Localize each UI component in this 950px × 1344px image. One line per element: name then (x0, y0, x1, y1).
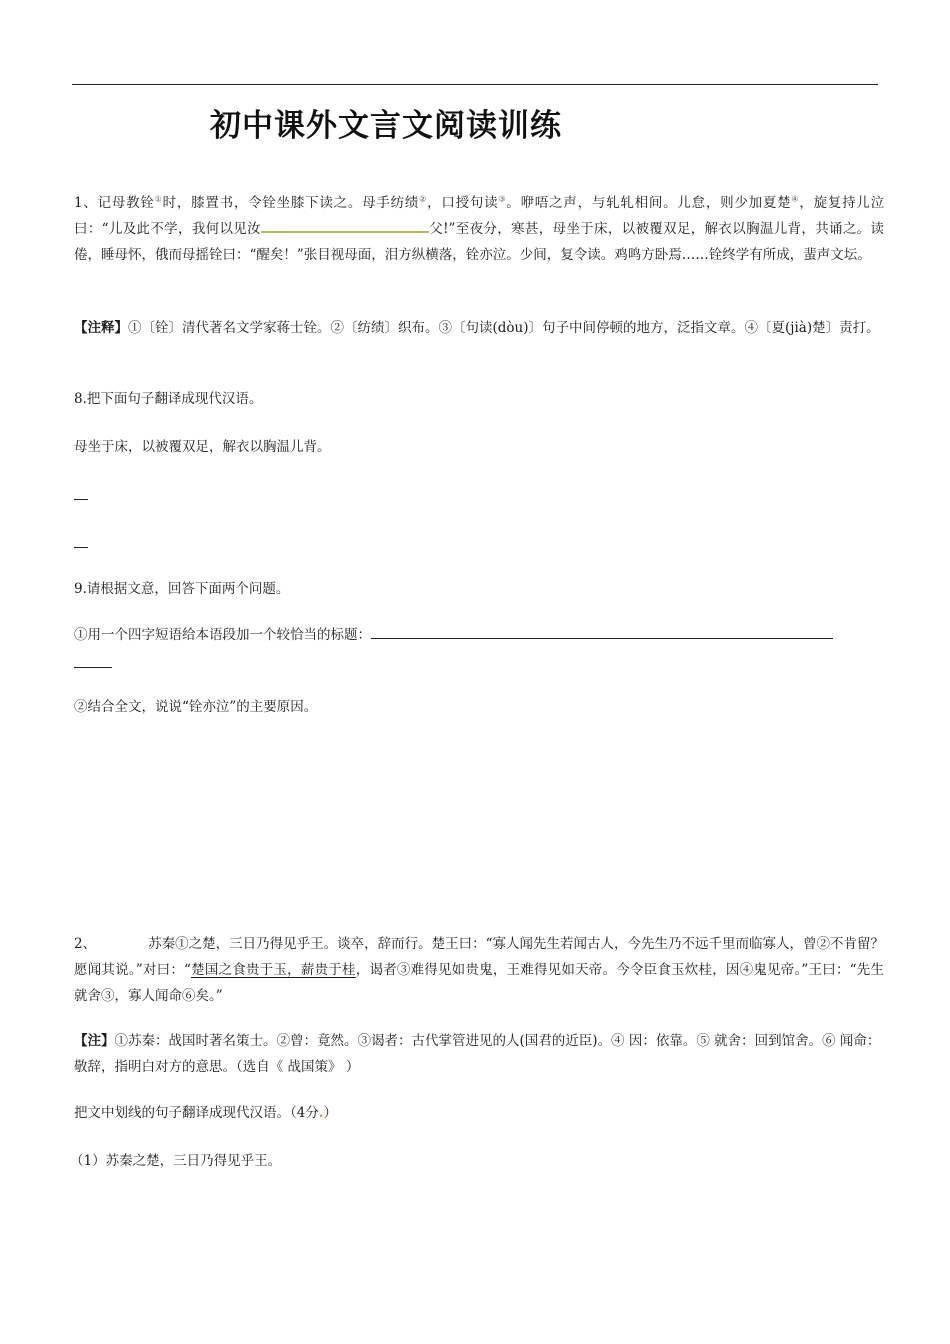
question-8-sentence: 母坐于床，以被覆双足，解衣以胸温儿背。 (74, 439, 331, 455)
annotation-label: 【注释】 (74, 320, 128, 336)
question-9: 9.请根据文意，回答下面两个问题。 (74, 581, 290, 597)
question-9-1: ①用一个四字短语给本语段加一个较恰当的标题： (74, 622, 884, 648)
question-9-2: ②结合全文，说说“铨亦泣”的主要原因。 (74, 699, 318, 715)
annotation-label: 【注】 (74, 1033, 115, 1049)
answer-line[interactable] (74, 499, 88, 500)
question-number: 1、 (74, 195, 98, 211)
answer-line[interactable] (74, 547, 88, 548)
question-8: 8.把下面句子翻译成现代汉语。 (74, 391, 263, 407)
passage-1: 1、记母教铨①时，膝置书，令铨坐膝下读之。母手纺绩②，口授句读③。咿唔之声，与轧轧相间。儿怠，则少加夏楚④，旋复持儿泣曰：“儿及此不学，我何以见汝 父!”至夜分，寒甚，母坐于床，以被覆双足，解衣以胸温儿背，共诵之。读倦，睡母怀，俄而母摇铨曰：“醒矣！”张目视母面，泪方纵横落，铨亦泣。少间，复令读。鸡鸣方卧焉……铨终学有所成，蜚声文坛。 (74, 194, 885, 263)
question-translate: 把文中划线的句子翻译成现代汉语。（4分.） (74, 1105, 338, 1121)
annotation-1: 【注释】①〔铨〕清代著名文学家蒋士铨。②〔纺绩〕织布。③〔句读(dòu)〕句子中间停顿的地方，泛指文章。④〔夏(jià)楚〕责打。 (74, 320, 880, 336)
annotation-2: 【注】①苏秦：战国时著名策士。②曾：竟然。③谒者：古代掌管进见的人(国君的近臣)。④ 因：依靠。⑤ 就舍：回到馆舍。⑥ 闻命：敬辞，指明白对方的意思。（选自《 战国策》 ） (74, 1033, 881, 1075)
page-title: 初中课外文言文阅读训练 (210, 108, 562, 144)
footnote-mark: ④ (791, 194, 800, 204)
passage-2: 2、 苏秦①之楚，三日乃得见乎王。谈卒，辞而行。楚王曰：“寡人闻先生若闻古人，今先生乃不远千里而临寡人，曾②不肯留？愿闻其说。”对曰：“楚国之食贵于玉，薪贵于桂，谒者③难得见如贵鬼，王难得见如天帝。今令臣食玉炊桂，因④鬼见帝。”王曰：“先生就舍③，寡人闻命⑥矣。” (74, 936, 884, 1004)
footnote-mark: ② (419, 194, 428, 204)
question-translate-1: （1）苏秦之楚，三日乃得见乎王。 (70, 1153, 282, 1169)
header-rule (72, 84, 878, 85)
answer-blank[interactable] (371, 622, 833, 639)
footnote-mark: ① (154, 194, 163, 204)
underlined-sentence: 楚国之食贵于玉，薪贵于桂 (190, 962, 356, 978)
highlight-rule (261, 217, 429, 233)
question-number: 2、 (74, 936, 97, 952)
footnote-mark: ③ (498, 194, 507, 204)
answer-blank-continued[interactable] (74, 667, 112, 668)
